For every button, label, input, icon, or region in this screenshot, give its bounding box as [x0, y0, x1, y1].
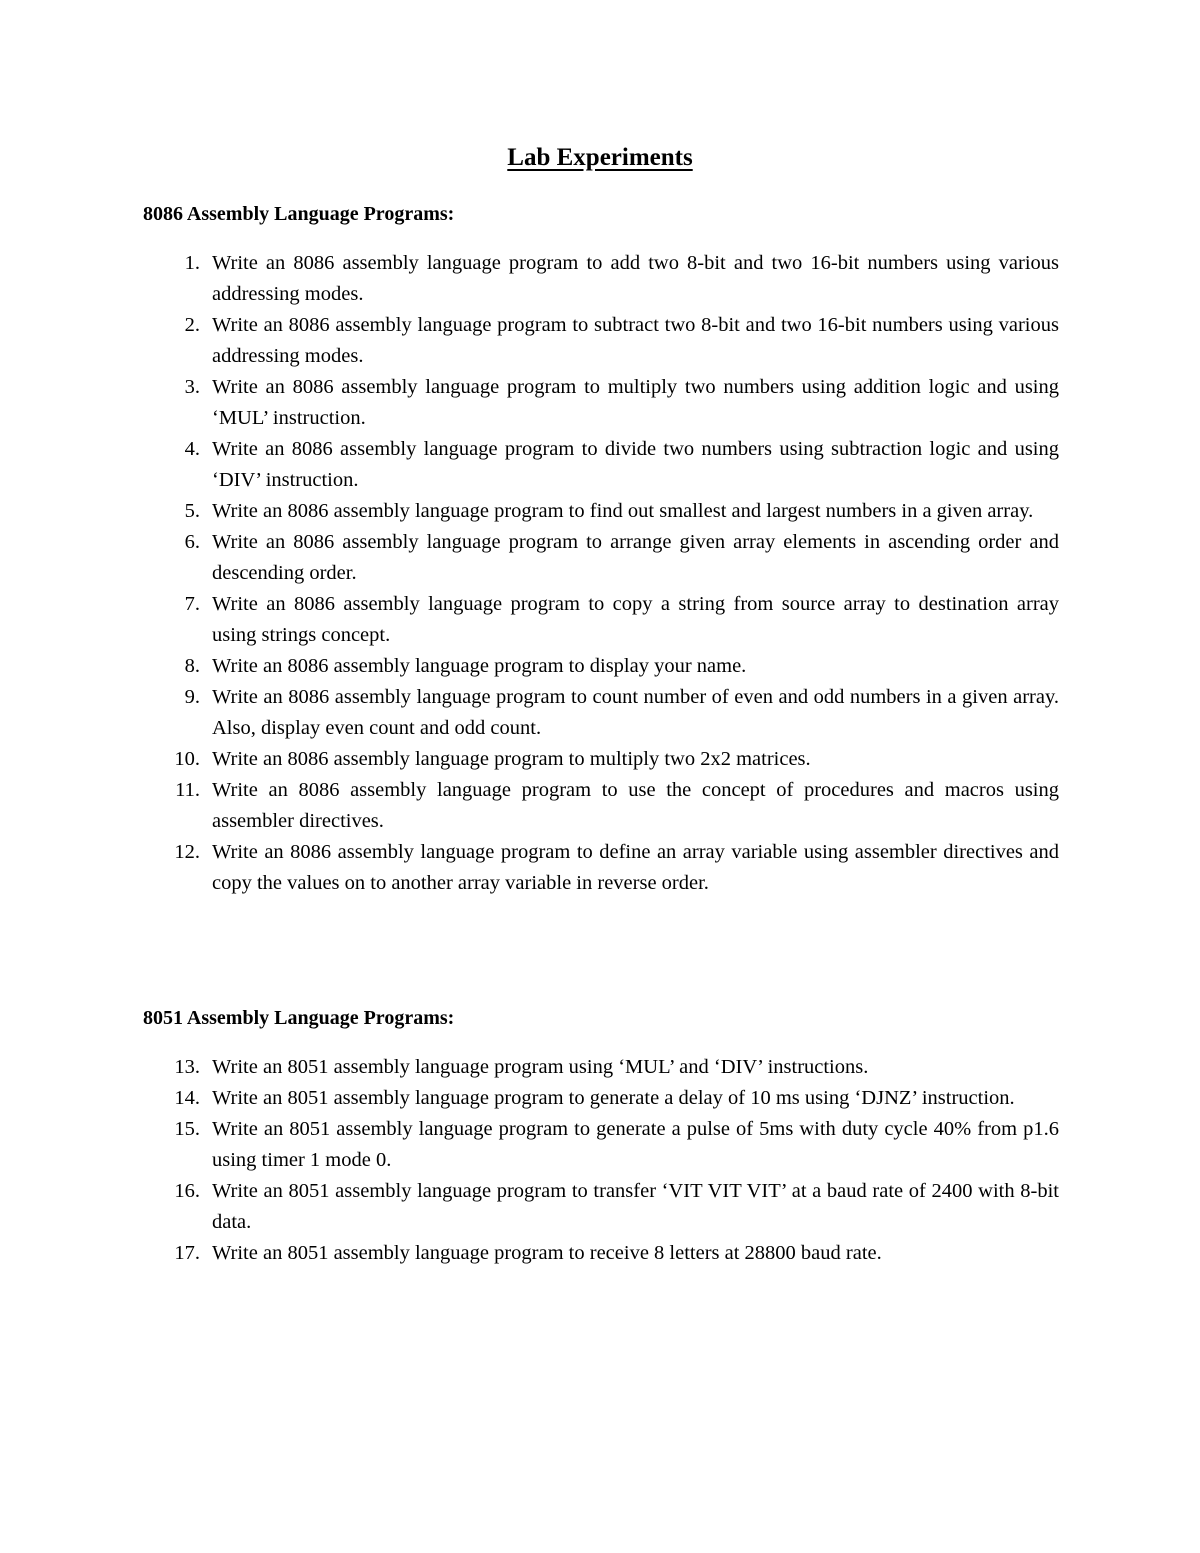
item-text: Write an 8086 assembly language program to count number of even and odd numbers in a given array. Also, display even count and odd count. [212, 686, 1059, 739]
list-item [0, 1052, 1059, 1083]
item-text: Write an 8086 assembly language program to arrange given array elements in ascending order and descending order. [212, 531, 1059, 584]
section-heading-8086: 8086 Assembly Language Programs: [143, 203, 455, 225]
item-number: 1. [184, 252, 200, 274]
list-item [0, 372, 1059, 434]
item-text: Write an 8086 assembly language program to use the concept of procedures and macros using assembler directives. [212, 779, 1059, 832]
list-item [0, 248, 1059, 310]
list-item [0, 837, 1059, 899]
list-item [0, 775, 1059, 837]
list-item [0, 1114, 1059, 1176]
item-text: Write an 8051 assembly language program to generate a delay of 10 ms using ‘DJNZ’ instruction. [212, 1087, 1015, 1109]
item-number: 12. [174, 841, 200, 863]
item-number: 6. [184, 531, 200, 553]
item-number: 13. [174, 1056, 200, 1078]
item-number: 4. [184, 438, 200, 460]
list-item [0, 589, 1059, 651]
item-number: 16. [174, 1180, 200, 1202]
list-item [0, 1176, 1059, 1238]
item-text: Write an 8086 assembly language program to subtract two 8-bit and two 16-bit numbers using various addressing modes. [212, 314, 1059, 367]
list-item [0, 744, 1059, 775]
item-text: Write an 8051 assembly language program to receive 8 letters at 28800 baud rate. [212, 1242, 882, 1264]
list-item [0, 527, 1059, 589]
item-number: 8. [184, 655, 200, 677]
document-title: Lab Experiments [507, 144, 693, 171]
section-heading-8051: 8051 Assembly Language Programs: [143, 1007, 455, 1029]
item-text: Write an 8086 assembly language program to add two 8-bit and two 16-bit numbers using various addressing modes. [212, 252, 1059, 305]
item-text: Write an 8086 assembly language program to define an array variable using assembler directives and copy the values on to another array variable in reverse order. [212, 841, 1059, 894]
item-number: 17. [174, 1242, 200, 1264]
item-number: 2. [184, 314, 200, 336]
item-text: Write an 8086 assembly language program to multiply two numbers using addition logic and using ‘MUL’ instruction. [212, 376, 1059, 429]
item-number: 3. [184, 376, 200, 398]
item-text: Write an 8051 assembly language program using ‘MUL’ and ‘DIV’ instructions. [212, 1056, 869, 1078]
item-text: Write an 8086 assembly language program to find out smallest and largest numbers in a given array. [212, 500, 1034, 522]
list-item [0, 310, 1059, 372]
list-item [0, 1238, 1059, 1269]
item-number: 10. [174, 748, 200, 770]
item-text: Write an 8051 assembly language program to generate a pulse of 5ms with duty cycle 40% from p1.6 using timer 1 mode 0. [212, 1118, 1059, 1171]
item-number: 14. [174, 1087, 200, 1109]
item-number: 9. [184, 686, 200, 708]
item-text: Write an 8086 assembly language program to divide two numbers using subtraction logic and using ‘DIV’ instruction. [212, 438, 1059, 491]
item-text: Write an 8086 assembly language program to copy a string from source array to destination array using strings concept. [212, 593, 1059, 646]
item-number: 11. [175, 779, 200, 801]
item-number: 5. [184, 500, 200, 522]
item-text: Write an 8086 assembly language program to display your name. [212, 655, 747, 677]
list-item [0, 434, 1059, 496]
list-item [0, 651, 1059, 682]
experiment-list-8086 [0, 248, 1200, 899]
item-number: 7. [184, 593, 200, 615]
item-text: Write an 8086 assembly language program to multiply two 2x2 matrices. [212, 748, 811, 770]
list-item [0, 1083, 1059, 1114]
list-item [0, 496, 1059, 527]
list-item [0, 682, 1059, 744]
item-number: 15. [174, 1118, 200, 1140]
experiment-list-8051 [0, 1052, 1200, 1269]
item-text: Write an 8051 assembly language program to transfer ‘VIT VIT VIT’ at a baud rate of 2400 with 8-bit data. [212, 1180, 1059, 1233]
